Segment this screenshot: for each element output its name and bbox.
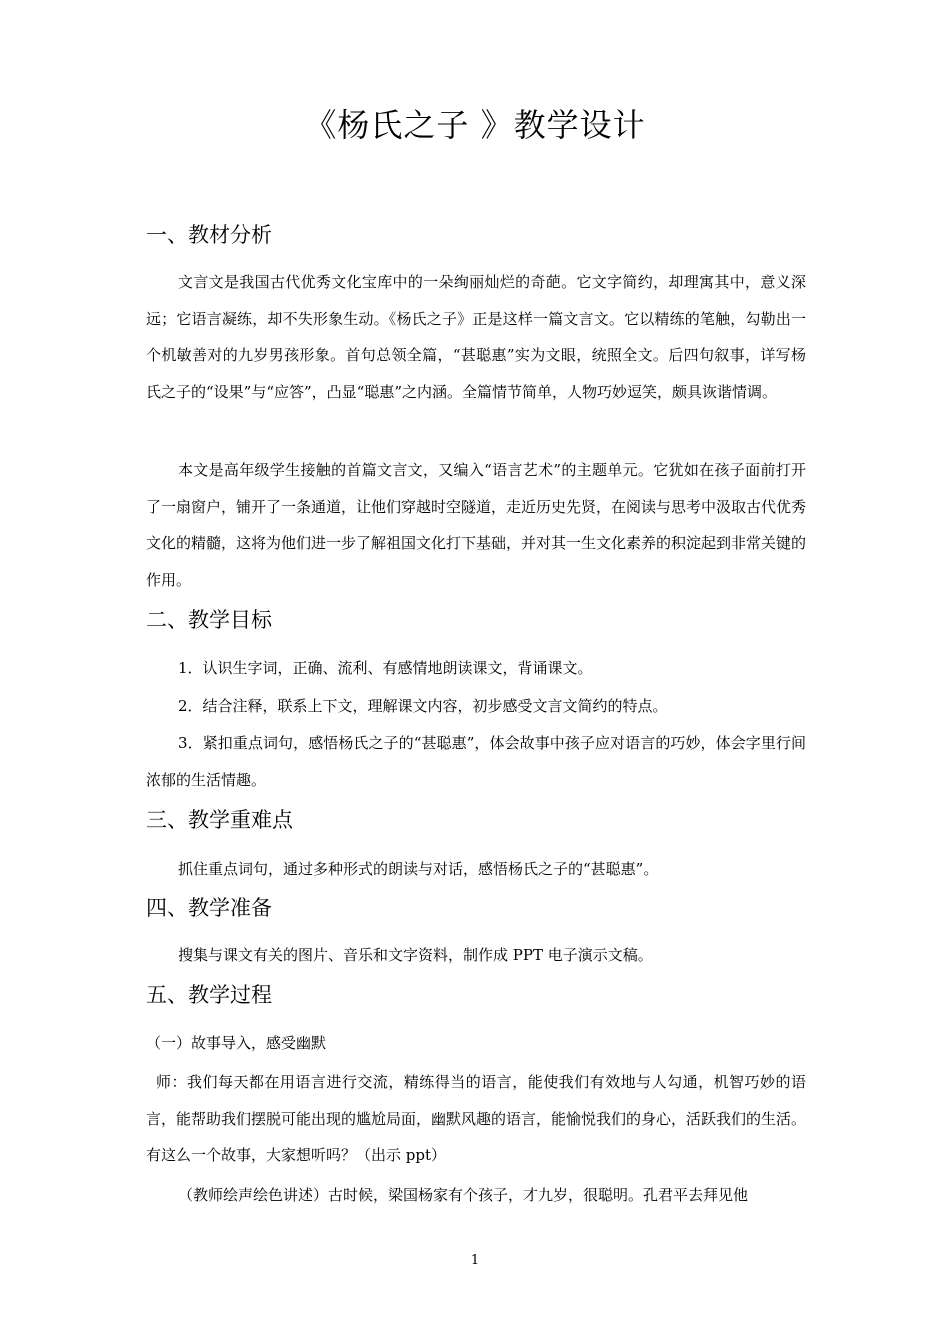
section-heading-goals: 二、教学目标 bbox=[146, 608, 272, 632]
section-heading-materials: 一、教材分析 bbox=[146, 223, 272, 247]
section-heading-preparation: 四、教学准备 bbox=[146, 896, 272, 920]
paragraph-materials-2: 本文是高年级学生接触的首篇文言文，又编入“语言艺术”的主题单元。它犹如在孩子面前打开了一扇窗户，铺开了一条通道，让他们穿越时空隧道，走近历史先贤，在阅读与思考中汲取古代优秀文化的精髓，这将为他们进一步了解祖国文化打下基础，并对其一生文化素养的积淀起到非常关键的作用。 bbox=[146, 461, 807, 589]
paragraph-key-points: 抓住重点词句，通过多种形式的朗读与对话，感悟杨氏之子的“甚聪惠”。 bbox=[178, 860, 659, 878]
goal-item-1: 1．认识生字词，正确、流利、有感情地朗读课文，背诵课文。 bbox=[178, 659, 593, 677]
section-heading-process: 五、教学过程 bbox=[146, 983, 272, 1007]
goal-item-3: 3．紧扣重点词句，感悟杨氏之子的“甚聪惠”，体会故事中孩子应对语言的巧妙，体会字里行间浓郁的生活情趣。 bbox=[146, 734, 806, 789]
subheading-story-intro: （一）故事导入，感受幽默 bbox=[146, 1034, 327, 1052]
paragraph-teacher-story: （教师绘声绘色讲述）古时候，梁国杨家有个孩子，才九岁，很聪明。孔君平去拜见他 bbox=[178, 1186, 749, 1204]
paragraph-teacher-intro: 师：我们每天都在用语言进行交流，精练得当的语言，能使我们有效地与人勾通，机智巧妙的语言，能帮助我们摆脱可能出现的尴尬局面，幽默风趣的语言，能愉悦我们的身心，活跃我们的生活。有这么一个故事，大家想听吗？（出示 ppt） bbox=[146, 1073, 807, 1164]
section-heading-key-points: 三、教学重难点 bbox=[146, 808, 293, 832]
paragraph-preparation: 搜集与课文有关的图片、音乐和文字资料，制作成 PPT 电子演示文稿。 bbox=[178, 946, 653, 964]
page-title: 《杨氏之子 》教学设计 bbox=[304, 106, 646, 144]
goal-item-2: 2．结合注释，联系上下文，理解课文内容，初步感受文言文简约的特点。 bbox=[178, 697, 668, 715]
paragraph-materials-1: 文言文是我国古代优秀文化宝库中的一朵绚丽灿烂的奇葩。它文字简约，却理寓其中，意义深远；它语言凝练，却不失形象生动。《杨氏之子》正是这样一篇文言文。它以精练的笔触，勾勒出一个机敏善对的九岁男孩形象。首句总领全篇，“甚聪惠”实为文眼，统照全文。后四句叙事，详写杨氏之子的“设果”与“应答”，凸显“聪惠”之内涵。全篇情节简单，人物巧妙逗笑，颇具诙谐情调。 bbox=[146, 273, 806, 401]
page-number: 1 bbox=[470, 1253, 480, 1268]
